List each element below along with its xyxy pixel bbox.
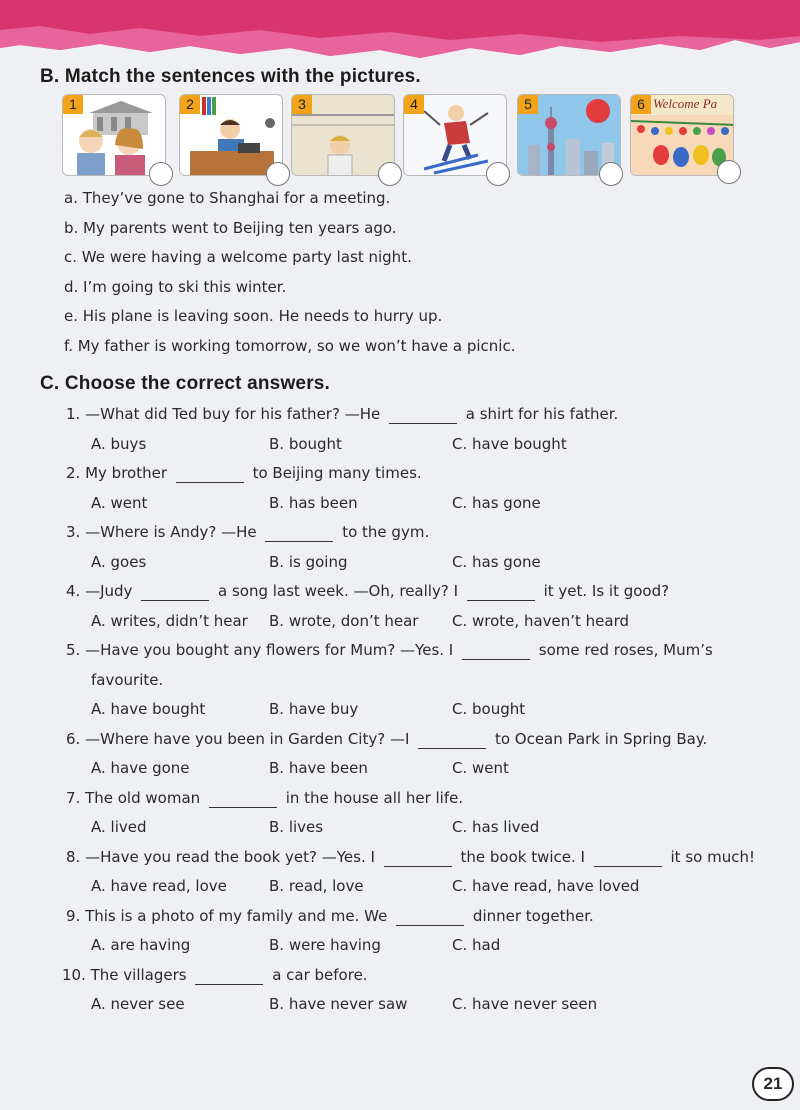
answer-blank[interactable] xyxy=(389,408,457,424)
sentence-b: b. My parents went to Beijing ten years ago. xyxy=(64,218,397,237)
question-text: —Have you bought any flowers for Mum? —Yes. I xyxy=(85,641,454,659)
options-4 xyxy=(66,611,786,641)
question-number: 5. xyxy=(66,641,81,659)
question-text: the book twice. I xyxy=(460,847,585,866)
picture-number: 3 xyxy=(292,95,312,114)
question-number: 6. xyxy=(66,729,81,748)
picture-number: 1 xyxy=(63,95,83,114)
option-c[interactable]: C. have never seen xyxy=(452,995,598,1013)
match-sentences xyxy=(64,187,515,364)
option-a[interactable]: A. went xyxy=(91,493,148,512)
option-b[interactable]: B. bought xyxy=(269,434,342,453)
top-decorative-band xyxy=(0,0,800,70)
question-8 xyxy=(66,847,786,877)
question-text: My brother xyxy=(85,464,168,482)
sentence-c: c. We were having a welcome party last night. xyxy=(64,248,412,266)
option-a[interactable]: A. have gone xyxy=(91,759,190,777)
sentence-f: f. My father is working tomorrow, so we won’t have a picnic. xyxy=(64,336,516,355)
question-text: —What did Ted buy for his father? —He xyxy=(85,405,381,423)
question-text: dinner together. xyxy=(472,906,594,925)
question-text: some red roses, Mum’s xyxy=(538,641,713,659)
option-c[interactable]: C. went xyxy=(452,759,509,777)
question-5-continuation xyxy=(66,670,786,700)
option-b[interactable]: B. read, love xyxy=(269,877,364,895)
option-b[interactable]: B. lives xyxy=(269,818,324,836)
option-a[interactable]: A. writes, didn’t hear xyxy=(91,611,248,630)
question-number: 3. xyxy=(66,523,81,541)
answer-circle-5[interactable] xyxy=(599,162,623,186)
question-text: —Judy xyxy=(85,582,133,600)
option-a[interactable]: A. lived xyxy=(91,818,147,836)
answer-circle-4[interactable] xyxy=(486,162,510,186)
question-text: a song last week. —Oh, really? I xyxy=(218,582,458,600)
question-text: favourite. xyxy=(91,670,164,689)
answer-blank[interactable] xyxy=(396,910,464,926)
options-6 xyxy=(66,758,786,788)
picture-6 xyxy=(630,94,734,176)
answer-blank[interactable] xyxy=(176,467,244,483)
option-b[interactable]: B. is going xyxy=(269,552,348,571)
options-10 xyxy=(66,994,786,1024)
option-b[interactable]: B. wrote, don’t hear xyxy=(269,611,419,630)
question-text: a shirt for his father. xyxy=(465,405,619,423)
question-text: This is a photo of my family and me. We xyxy=(85,906,388,925)
option-c[interactable]: C. has gone xyxy=(452,552,541,571)
options-1 xyxy=(66,434,786,464)
question-6 xyxy=(66,729,786,759)
question-number: 1. xyxy=(66,405,81,423)
option-b[interactable]: B. have been xyxy=(269,759,368,777)
question-1 xyxy=(66,404,786,434)
question-text: in the house all her life. xyxy=(285,788,464,807)
option-b[interactable]: B. has been xyxy=(269,493,358,512)
question-2 xyxy=(66,463,786,493)
answer-blank[interactable] xyxy=(594,851,662,867)
sentence-a: a. They’ve gone to Shanghai for a meeting. xyxy=(64,189,391,207)
answer-blank[interactable] xyxy=(195,969,263,985)
option-b[interactable]: B. have buy xyxy=(269,700,359,718)
option-a[interactable]: A. never see xyxy=(91,995,185,1013)
answer-blank[interactable] xyxy=(467,585,535,601)
question-text: —Have you read the book yet? —Yes. I xyxy=(85,847,375,866)
answer-circle-3[interactable] xyxy=(378,162,402,186)
answer-blank[interactable] xyxy=(462,644,530,660)
option-c[interactable]: C. had xyxy=(452,936,501,954)
option-c[interactable]: C. have read, have loved xyxy=(452,877,640,895)
answer-blank[interactable] xyxy=(265,526,333,542)
options-7 xyxy=(66,817,786,847)
picture-number: 4 xyxy=(404,95,424,114)
question-number: 10. xyxy=(62,965,86,984)
picture-number: 6 xyxy=(631,95,651,114)
question-text: it so much! xyxy=(670,847,755,866)
question-text: a car before. xyxy=(272,965,368,984)
page-number: 21 xyxy=(752,1067,794,1101)
option-c[interactable]: C. has gone xyxy=(452,493,541,512)
option-c[interactable]: C. has lived xyxy=(452,818,540,836)
question-text: The villagers xyxy=(90,965,187,984)
picture-number: 5 xyxy=(518,95,538,114)
question-9 xyxy=(66,906,786,936)
answer-circle-6[interactable] xyxy=(717,160,741,184)
question-number: 9. xyxy=(66,906,81,925)
question-text: The old woman xyxy=(85,788,201,807)
answer-blank[interactable] xyxy=(141,585,209,601)
option-c[interactable]: C. bought xyxy=(452,700,526,718)
picture-3 xyxy=(291,94,395,176)
section-c-heading: C. Choose the correct answers. xyxy=(40,373,331,394)
question-number: 4. xyxy=(66,582,81,600)
question-5 xyxy=(66,640,786,670)
question-text: it yet. Is it good? xyxy=(543,582,670,600)
picture-2 xyxy=(179,94,283,176)
option-c[interactable]: C. wrote, haven’t heard xyxy=(452,611,630,630)
options-8 xyxy=(66,876,786,906)
options-5 xyxy=(66,699,786,729)
welcome-banner-text: Welcome Pa xyxy=(653,96,718,111)
options-3 xyxy=(66,552,786,582)
sentence-e: e. His plane is leaving soon. He needs to hurry up. xyxy=(64,307,443,325)
question-3 xyxy=(66,522,786,552)
option-a[interactable]: A. goes xyxy=(91,552,147,571)
question-4 xyxy=(66,581,786,611)
question-text: —Where have you been in Garden City? —I xyxy=(85,729,410,748)
question-list xyxy=(62,404,786,1024)
section-b-heading: B. Match the sentences with the pictures. xyxy=(40,66,421,87)
options-2 xyxy=(66,493,786,523)
question-text: —Where is Andy? —He xyxy=(85,523,257,541)
option-b[interactable]: B. were having xyxy=(269,936,381,954)
option-c[interactable]: C. have bought xyxy=(452,434,567,453)
option-b[interactable]: B. have never saw xyxy=(269,995,408,1013)
question-number: 7. xyxy=(66,788,81,807)
picture-row xyxy=(62,94,742,186)
question-text: to Beijing many times. xyxy=(252,464,422,482)
option-a[interactable]: A. have bought xyxy=(91,700,206,718)
question-number: 8. xyxy=(66,847,81,866)
options-9 xyxy=(66,935,786,965)
answer-blank[interactable] xyxy=(384,851,452,867)
answer-circle-1[interactable] xyxy=(149,162,173,186)
answer-blank[interactable] xyxy=(209,792,277,808)
answer-circle-2[interactable] xyxy=(266,162,290,186)
sentence-d: d. I’m going to ski this winter. xyxy=(64,277,287,296)
question-text: to Ocean Park in Spring Bay. xyxy=(494,729,708,748)
option-a[interactable]: A. are having xyxy=(91,936,191,954)
answer-blank[interactable] xyxy=(418,733,486,749)
question-text: to the gym. xyxy=(342,523,430,541)
picture-1 xyxy=(62,94,166,176)
picture-number: 2 xyxy=(180,95,200,114)
question-10 xyxy=(62,965,786,995)
option-a[interactable]: A. have read, love xyxy=(91,877,227,895)
question-7 xyxy=(66,788,786,818)
option-a[interactable]: A. buys xyxy=(91,434,147,453)
question-number: 2. xyxy=(66,464,81,482)
